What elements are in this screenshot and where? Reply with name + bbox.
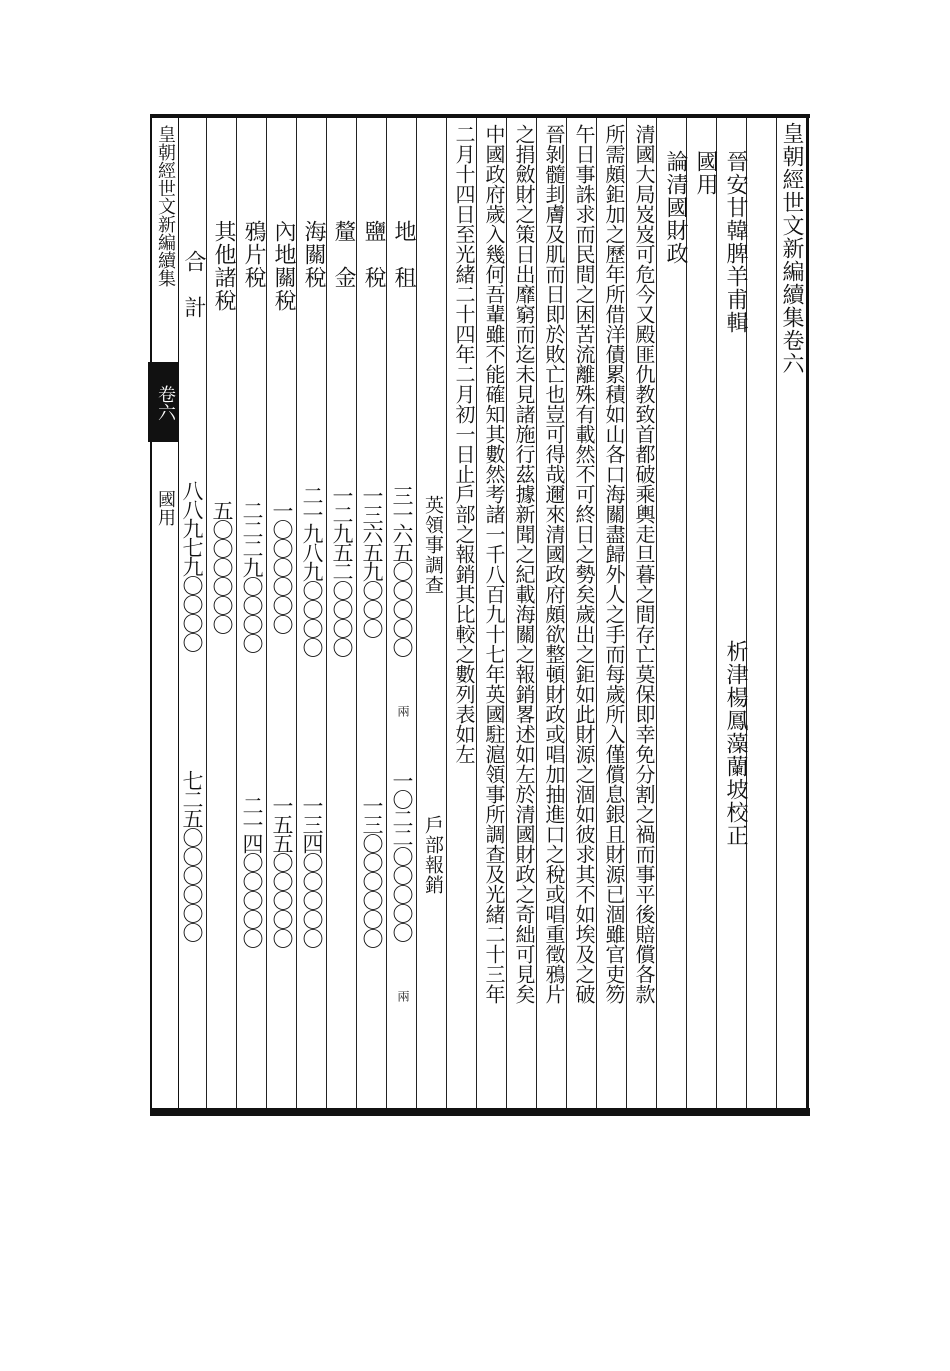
- table-row-ministry-value: 一〇二二〇〇〇〇〇: [390, 770, 414, 941]
- volume-title: 皇朝經世文新編續集卷六: [779, 122, 804, 375]
- table-row-item: 鴉片稅: [241, 220, 266, 289]
- body-line: 中國政府歲入幾何吾輩雖不能確知其數然考諸一千八百九十七年英國駐滬領事所調查及光緒二十三年: [482, 124, 506, 1004]
- proofreader-credit: 析津楊鳳藻蘭坡校正: [723, 640, 748, 847]
- table-row-item: 釐 金: [331, 220, 356, 289]
- table-row-consul-value: 五〇〇〇〇〇〇: [210, 500, 234, 633]
- gutter-book-title: 皇朝經世文新編續集: [155, 125, 176, 287]
- table-row-item: 海關稅: [301, 220, 326, 289]
- table-header-consul: 英領事調查: [422, 495, 444, 595]
- column-rule: [536, 118, 537, 1108]
- table-row-ministry-value: 一三〇〇〇〇〇〇: [360, 795, 384, 947]
- table-row-ministry-value: 二一四〇〇〇〇〇: [240, 795, 264, 947]
- column-rule: [596, 118, 597, 1108]
- table-row-item: 合 計: [181, 250, 206, 319]
- column-rule: [356, 118, 357, 1108]
- column-rule: [386, 118, 387, 1108]
- column-rule: [716, 118, 717, 1108]
- unit-label: 兩: [396, 705, 410, 717]
- body-line: 清國大局岌岌可危今又殿匪仇教致首都破乘輿走旦暮之間存亡莫保即幸免分割之禍而事平後賠償各款: [632, 124, 656, 1004]
- column-rule: [686, 118, 687, 1108]
- bottom-border-rule: [150, 1108, 810, 1116]
- column-rule: [416, 118, 417, 1108]
- body-line: 二月十四日至光緒二十四年二月初一日止戶部之報銷其比較之數列表如左: [452, 124, 476, 764]
- table-row-consul-value: 一三六五九〇〇〇: [360, 485, 384, 637]
- column-rule: [776, 118, 777, 1108]
- table-row-item: 鹽 稅: [361, 220, 386, 289]
- article-title: 論清國財政: [663, 150, 688, 265]
- column-rule: [236, 118, 237, 1108]
- body-line: 午日事誅求而民間之困苦流離殊有載然不可終日之勢矣歲出之鉅如此財源之涸如彼求其不如埃及之破: [572, 124, 596, 1004]
- gutter-section: 國用: [155, 490, 176, 526]
- column-rule: [326, 118, 327, 1108]
- body-line: 之捐斂財之策日出靡窮而迄未見諸施行茲據新聞之紀載海關之報銷畧述如左於清國財政之奇絀可見矣: [512, 124, 536, 1004]
- table-row-item: 內地關稅: [271, 220, 296, 312]
- table-row-item: 地 租: [391, 220, 416, 289]
- column-rule: [266, 118, 267, 1108]
- column-rule: [626, 118, 627, 1108]
- table-row-consul-value: 三一六五〇〇〇〇〇: [390, 485, 414, 656]
- unit-label: 兩: [396, 990, 410, 1002]
- right-border-line: [806, 114, 809, 1114]
- top-border-rule: [150, 114, 810, 118]
- table-row-consul-value: 二一九八九〇〇〇〇: [300, 485, 324, 656]
- table-row-ministry-value: 七二五〇〇〇〇〇〇: [180, 770, 204, 941]
- column-rule: [446, 118, 447, 1108]
- column-rule: [506, 118, 507, 1108]
- body-line: 所需頗鉅加之歷年所借洋債累積如山各口海關盡歸外人之手而每歲所入僅償息銀且財源已涸雖官吏笏: [602, 124, 626, 1004]
- column-rule: [206, 118, 207, 1108]
- column-rule: [296, 118, 297, 1108]
- column-rule: [566, 118, 567, 1108]
- table-row-consul-value: 一〇〇〇〇〇〇: [270, 500, 294, 633]
- table-row-ministry-value: 一五五〇〇〇〇〇: [270, 795, 294, 947]
- table-row-consul-value: 二二二九〇〇〇〇: [240, 500, 264, 652]
- editor-credit: 晉安甘韓脾羊甫輯: [723, 150, 748, 334]
- column-rule: [476, 118, 477, 1108]
- body-line: 晉剝髓刲膚及肌而日即於敗亡也豈可得哉邇來清國政府頗欲整頓財政或唱加抽進口之稅或唱重徵鴉片: [542, 124, 566, 1004]
- section-title: 國用: [693, 150, 718, 196]
- table-header-ministry: 戶部報銷: [422, 815, 444, 895]
- column-rule: [656, 118, 657, 1108]
- table-row-item: 其他諸稅: [211, 220, 236, 312]
- table-row-consul-value: 一二九五二〇〇〇〇: [330, 485, 354, 656]
- table-row-ministry-value: 一三四〇〇〇〇〇: [300, 795, 324, 947]
- table-row-consul-value: 八八九七九〇〇〇〇: [180, 480, 204, 651]
- gutter-volume: 卷六: [155, 385, 176, 421]
